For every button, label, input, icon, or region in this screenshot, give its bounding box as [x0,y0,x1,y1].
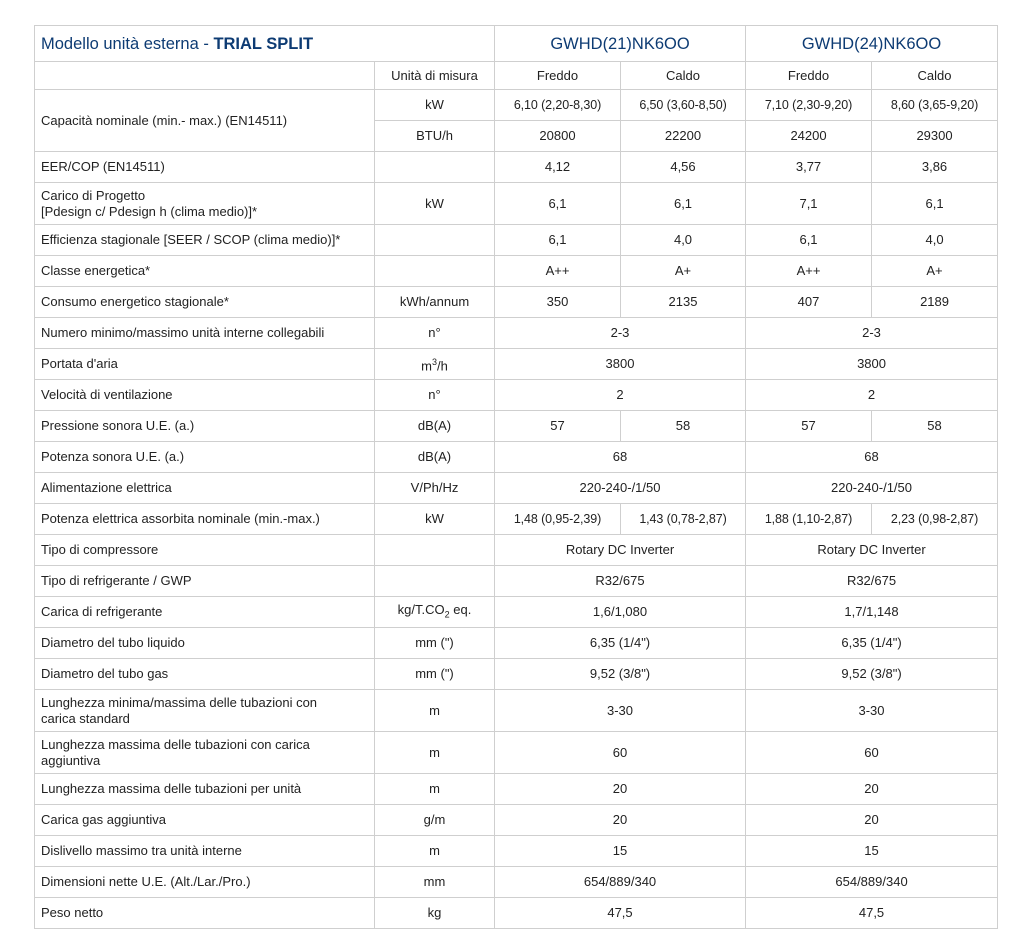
row-label: Portata d'aria [35,349,375,380]
table-row [35,566,998,597]
value-cell: 60 [495,732,746,774]
spec-table [34,25,998,929]
row-label: Alimentazione elettrica [35,473,375,504]
model-header-24: GWHD(24)NK6OO [746,26,998,62]
value-cell: 20 [495,774,746,805]
value-cell: 4,0 [621,225,746,256]
value-cell: 220-240-/1/50 [746,473,998,504]
unit-cell: g/m [375,805,495,836]
header-row [35,26,998,62]
table-row [35,732,998,774]
table-row [35,867,998,898]
unit-cell: m [375,836,495,867]
row-label: Efficienza stagionale [SEER / SCOP (clima medio)]* [35,225,375,256]
value-cell: 3-30 [746,690,998,732]
row-label: Velocità di ventilazione [35,380,375,411]
table-row [35,442,998,473]
value-cell: R32/675 [495,566,746,597]
value-cell: 654/889/340 [495,867,746,898]
value-cell: 20800 [495,121,621,152]
unit-cell: dB(A) [375,411,495,442]
value-cell: R32/675 [746,566,998,597]
value-cell: Rotary DC Inverter [746,535,998,566]
value-cell: 1,88 (1,10-2,87) [746,504,872,535]
value-cell: 7,1 [746,183,872,225]
value-cell: 1,43 (0,78-2,87) [621,504,746,535]
table-row [35,774,998,805]
unit-cell [375,535,495,566]
table-row [35,597,998,628]
row-label: Lunghezza massima delle tubazioni per unità [35,774,375,805]
unit-cell [375,225,495,256]
value-cell: 24200 [746,121,872,152]
value-cell: A+ [621,256,746,287]
row-label: Potenza elettrica assorbita nominale (min.-max.) [35,504,375,535]
value-cell: 407 [746,287,872,318]
value-cell: 6,35 (1/4") [495,628,746,659]
value-cell: 58 [621,411,746,442]
unit-cell: kWh/annum [375,287,495,318]
value-cell: 6,1 [872,183,998,225]
value-cell: A++ [495,256,621,287]
value-cell: 654/889/340 [746,867,998,898]
value-cell: 3800 [746,349,998,380]
value-cell: 3800 [495,349,746,380]
unit-cell: dB(A) [375,442,495,473]
unit-cell: kW [375,183,495,225]
hot-header: Caldo [872,62,998,90]
unit-cell [375,566,495,597]
row-label: Capacità nominale (min.- max.) (EN14511) [35,90,375,152]
value-cell: 6,1 [495,183,621,225]
value-cell: A++ [746,256,872,287]
unit-cell: kg [375,898,495,929]
value-cell: 47,5 [746,898,998,929]
unit-cell: kW [375,504,495,535]
table-row [35,504,998,535]
value-cell: 20 [746,774,998,805]
table-row [35,225,998,256]
row-label: Consumo energetico stagionale* [35,287,375,318]
table-row [35,90,998,121]
value-cell: 68 [495,442,746,473]
row-label: EER/COP (EN14511) [35,152,375,183]
row-label: Tipo di refrigerante / GWP [35,566,375,597]
unit-cell: V/Ph/Hz [375,473,495,504]
table-row [35,411,998,442]
value-cell: 3-30 [495,690,746,732]
table-title: Modello unità esterna - TRIAL SPLIT [35,26,495,62]
value-cell: 1,6/1,080 [495,597,746,628]
value-cell: 9,52 (3/8") [746,659,998,690]
row-label: Diametro del tubo gas [35,659,375,690]
unit-cell: n° [375,318,495,349]
value-cell: Rotary DC Inverter [495,535,746,566]
unit-cell: $kg/T.CO_2$ eq. [375,597,495,628]
unit-cell: n° [375,380,495,411]
value-cell: 4,56 [621,152,746,183]
table-row [35,287,998,318]
value-cell: 8,60 (3,65-9,20) [872,90,998,121]
value-cell: 2-3 [495,318,746,349]
unit-cell: m [375,732,495,774]
row-label: Carica di refrigerante [35,597,375,628]
row-label: Dimensioni nette U.E. (Alt./Lar./Pro.) [35,867,375,898]
value-cell: 1,7/1,148 [746,597,998,628]
value-cell: 47,5 [495,898,746,929]
value-cell: 2189 [872,287,998,318]
unit-cell: $m^3/h$ [375,349,495,380]
table-row [35,380,998,411]
row-label: Potenza sonora U.E. (a.) [35,442,375,473]
table-row [35,473,998,504]
value-cell: 20 [495,805,746,836]
table-row [35,628,998,659]
unit-cell: mm [375,867,495,898]
table-row [35,805,998,836]
table-row [35,152,998,183]
row-label: Carica gas aggiuntiva [35,805,375,836]
table-row [35,183,998,225]
row-label: Diametro del tubo liquido [35,628,375,659]
row-label: Pressione sonora U.E. (a.) [35,411,375,442]
value-cell: 4,0 [872,225,998,256]
row-label: Lunghezza massima delle tubazioni con carica aggiuntiva [35,732,375,774]
value-cell: 29300 [872,121,998,152]
value-cell: 1,48 (0,95-2,39) [495,504,621,535]
table-row [35,535,998,566]
value-cell: 220-240-/1/50 [495,473,746,504]
value-cell: 6,35 (1/4") [746,628,998,659]
value-cell: 57 [746,411,872,442]
subheader-row [35,62,998,90]
row-label: Tipo di compressore [35,535,375,566]
value-cell: 6,1 [621,183,746,225]
unit-cell [375,152,495,183]
value-cell: 2,23 (0,98-2,87) [872,504,998,535]
table-row [35,256,998,287]
value-cell: 4,12 [495,152,621,183]
value-cell: 350 [495,287,621,318]
value-cell: 2-3 [746,318,998,349]
row-label: Peso netto [35,898,375,929]
value-cell: 2 [746,380,998,411]
value-cell: A+ [872,256,998,287]
value-cell: 15 [746,836,998,867]
value-cell: 6,1 [495,225,621,256]
value-cell: 2135 [621,287,746,318]
table-row [35,836,998,867]
value-cell: 6,10 (2,20-8,30) [495,90,621,121]
cold-header: Freddo [746,62,872,90]
hot-header: Caldo [621,62,746,90]
value-cell: 58 [872,411,998,442]
value-cell: 15 [495,836,746,867]
unit-cell: mm (") [375,659,495,690]
value-cell: 60 [746,732,998,774]
value-cell: 57 [495,411,621,442]
unit-cell: m [375,690,495,732]
unit-cell: mm (") [375,628,495,659]
row-label: Carico di Progetto [Pdesign c/ Pdesign h (clima medio)]* [35,183,375,225]
row-label: Numero minimo/massimo unità interne collegabili [35,318,375,349]
table-row [35,318,998,349]
table-row [35,690,998,732]
value-cell: 6,50 (3,60-8,50) [621,90,746,121]
value-cell: 2 [495,380,746,411]
cold-header: Freddo [495,62,621,90]
value-cell: 9,52 (3/8") [495,659,746,690]
value-cell: 68 [746,442,998,473]
row-label: Classe energetica* [35,256,375,287]
row-label: Lunghezza minima/massima delle tubazioni con carica standard [35,690,375,732]
value-cell: 7,10 (2,30-9,20) [746,90,872,121]
table-row [35,659,998,690]
unit-column-header: Unità di misura [375,62,495,90]
value-cell: 3,77 [746,152,872,183]
table-row [35,349,998,380]
unit-cell: BTU/h [375,121,495,152]
value-cell: 3,86 [872,152,998,183]
value-cell: 6,1 [746,225,872,256]
table-row [35,898,998,929]
value-cell: 20 [746,805,998,836]
unit-cell: kW [375,90,495,121]
value-cell: 22200 [621,121,746,152]
unit-cell [375,256,495,287]
row-label: Dislivello massimo tra unità interne [35,836,375,867]
unit-cell: m [375,774,495,805]
model-header-21: GWHD(21)NK6OO [495,26,746,62]
